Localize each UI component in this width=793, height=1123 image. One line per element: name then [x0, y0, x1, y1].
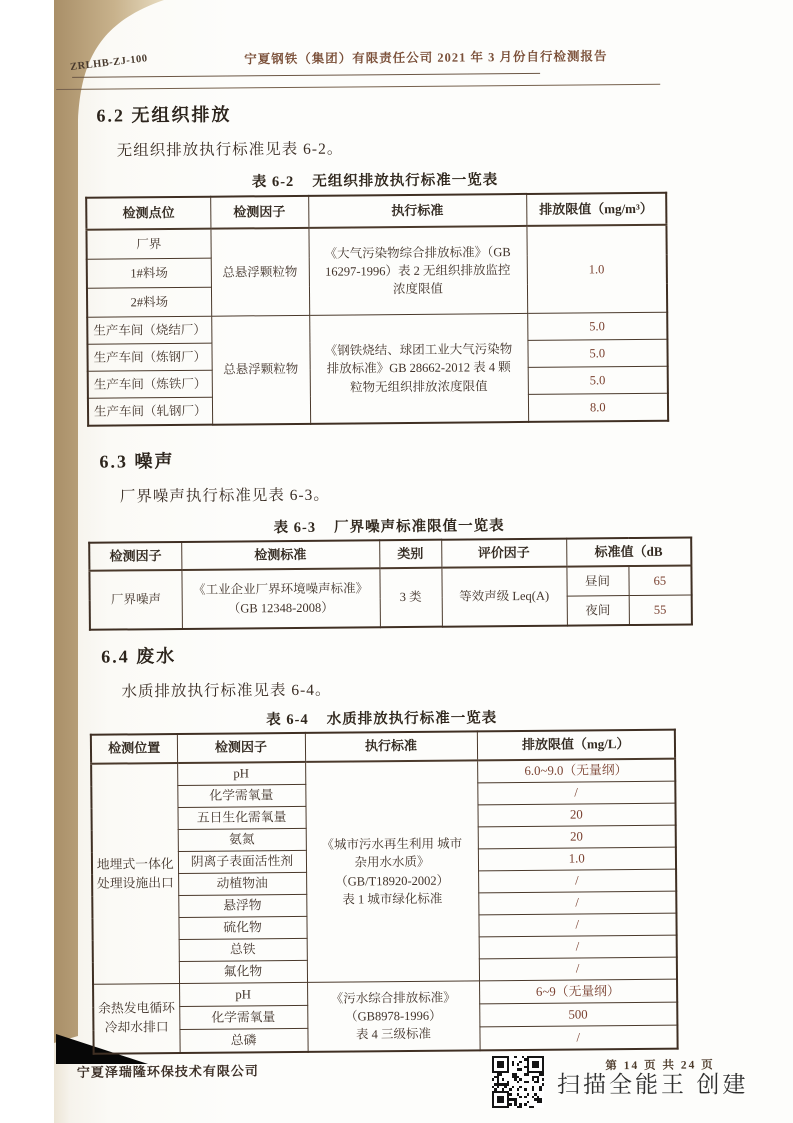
watermark-label: 扫描全能王 创建	[557, 1070, 749, 1097]
caption-title: 无组织排放执行标准一览表	[312, 172, 499, 190]
cell-factor: 厂界噪声	[89, 570, 182, 630]
caption-title: 厂界噪声标准限值一览表	[333, 518, 505, 536]
table-6-4	[90, 729, 679, 1055]
cell-point: 生产车间（炼铁厂）	[88, 370, 212, 398]
caption-label: 表 6-4	[266, 711, 309, 729]
cell-standard	[305, 760, 479, 982]
cell-limit: 500	[479, 1002, 677, 1027]
cell-factor: 阴离子表面活性剂	[178, 850, 306, 873]
cell-eval-factor: 等效声级 Leq(A)	[441, 567, 567, 627]
cell-factor: 化学需氧量	[177, 784, 305, 807]
column-header: 评价因子	[441, 539, 566, 568]
section-6-4-heading: 6.4 废水	[101, 646, 177, 667]
column-header: 标准值（dB	[566, 538, 691, 567]
cell-limit: 6~9（无量纲）	[479, 979, 677, 1004]
standard-line: 浓度限值	[392, 281, 444, 297]
camscanner-watermark	[492, 1056, 748, 1108]
column-header: 检测位置	[91, 734, 177, 764]
table-6-3-caption	[88, 513, 690, 539]
cell-period: 夜间	[567, 596, 629, 626]
table-row	[86, 225, 666, 260]
standard-line: 表 1 城市绿化标准	[342, 891, 443, 907]
cell-limit: /	[479, 935, 677, 959]
standard-line: 杂用水水质》	[354, 855, 430, 870]
cell-factor: 总悬浮颗粒物	[211, 315, 310, 424]
table-header-row	[86, 193, 666, 230]
column-header: 类别	[379, 540, 441, 569]
location-line: 地埋式一体化	[96, 856, 174, 872]
cell-factor: 氟化物	[179, 960, 307, 983]
cell-limit: 8.0	[528, 393, 668, 422]
document-header	[51, 0, 764, 73]
caption-label: 表 6-3	[273, 519, 317, 537]
cell-factor: 硫化物	[178, 916, 306, 939]
section-6-3-intro: 厂界噪声执行标准见表 6-3。	[119, 486, 330, 506]
column-header: 排放限值（mg/L）	[477, 730, 675, 761]
cell-limit: /	[478, 869, 676, 893]
cell-limit: 20	[477, 803, 675, 827]
qr-code-icon	[492, 1056, 544, 1108]
standard-line: 《大气污染物综合排放标准》（GB	[324, 244, 511, 261]
cell-limit: 1.0	[526, 225, 667, 314]
cell-limit: /	[479, 1025, 677, 1050]
cell-limit: 65	[628, 566, 691, 596]
table-6-4-caption	[90, 705, 674, 731]
column-header: 检测因子	[210, 196, 308, 229]
cell-factor: 化学需氧量	[179, 1005, 307, 1029]
page-content	[51, 0, 772, 1081]
cell-factor: 氨氮	[178, 828, 306, 851]
cell-factor: 总铁	[179, 938, 307, 961]
column-header: 排放限值（mg/m³）	[526, 193, 666, 226]
cell-standard	[308, 226, 527, 315]
cell-standard	[309, 313, 528, 423]
cell-factor: 悬浮物	[178, 894, 306, 917]
cell-standard	[181, 568, 380, 629]
column-header: 检测标准	[181, 540, 379, 570]
column-header: 检测因子	[177, 733, 305, 763]
doc-code: ZRLHB-ZJ-100	[69, 53, 149, 73]
cell-limit: /	[478, 913, 676, 937]
cell-point: 厂界	[86, 229, 210, 260]
cell-standard	[307, 981, 480, 1052]
footer-company: 宁夏泽瑞隆环保技术有限公司	[76, 1063, 259, 1080]
cell-limit: 55	[629, 595, 692, 625]
report-header-title: 宁夏钢铁（集团）有限责任公司 2021 年 3 月份自行检测报告	[244, 49, 608, 67]
cell-factor: pH	[177, 762, 305, 786]
standard-line: （GB8978-1996）	[345, 1008, 442, 1024]
column-header: 检测因子	[89, 542, 181, 571]
cell-location	[93, 983, 180, 1053]
cell-limit: 5.0	[527, 312, 667, 340]
cell-limit: 5.0	[528, 366, 668, 394]
location-line: 处理设施出口	[96, 875, 174, 891]
cell-factor: 五日生化需氧量	[178, 806, 306, 829]
standard-line: 表 4 三级标准	[355, 1026, 432, 1042]
cell-limit: 1.0	[478, 847, 676, 871]
cell-location	[91, 763, 179, 984]
standard-line: （GB 12348-2008）	[227, 600, 334, 616]
section-6-2-intro: 无组织排放执行标准见表 6-2。	[116, 140, 344, 160]
cell-point: 生产车间（烧结厂）	[87, 316, 211, 344]
location-line: 冷却水排口	[104, 1020, 169, 1035]
column-header: 执行标准	[305, 731, 477, 761]
cell-limit: /	[478, 891, 676, 915]
standard-line: 《工业企业厂界环境噪声标准》	[193, 581, 369, 598]
cell-limit: /	[477, 781, 675, 805]
column-header: 执行标准	[308, 194, 526, 228]
caption-label: 表 6-2	[251, 173, 295, 191]
table-6-2	[85, 192, 669, 427]
standard-line: 排放标准》GB 28662-2012 表 4 颗	[326, 360, 511, 377]
standard-line: 粒物无组织排放浓度限值	[350, 378, 488, 395]
cell-period: 昼间	[566, 566, 628, 596]
cell-point: 生产车间（轧钢厂）	[88, 397, 212, 426]
standard-line: 《城市污水再生利用 城市	[321, 836, 463, 852]
standard-line: （GB/T18920-2002）	[335, 873, 450, 889]
cell-point: 生产车间（炼钢厂）	[87, 343, 211, 371]
cell-factor: pH	[179, 982, 307, 1006]
section-6-2-heading: 6.2 无组织排放	[96, 104, 232, 126]
standard-line: 《钢铁烧结、球团工业大气污染物	[324, 342, 513, 359]
cell-category: 3 类	[379, 568, 442, 628]
location-line: 余热发电循环	[98, 1001, 175, 1017]
cell-point: 2#料场	[87, 287, 211, 317]
footer-page-number: 第 14 页 共 24 页	[605, 1059, 715, 1073]
standard-line: 16297-1996）表 2 无组织排放监控	[325, 263, 511, 279]
cell-factor: 动植物油	[178, 872, 306, 895]
cell-limit: 5.0	[527, 339, 667, 367]
cell-factor: 总磷	[179, 1028, 307, 1053]
caption-title: 水质排放执行标准一览表	[326, 710, 498, 728]
cell-factor: 总悬浮颗粒物	[210, 228, 309, 316]
cell-limit: 20	[478, 825, 676, 849]
table-6-3	[88, 537, 693, 631]
cell-point: 1#料场	[87, 258, 211, 288]
column-header: 检测点位	[86, 197, 210, 230]
section-6-3-heading: 6.3 噪声	[99, 451, 175, 472]
cell-limit: 6.0~9.0（无量纲）	[477, 759, 675, 783]
header-rule-2	[56, 84, 660, 90]
cell-limit: /	[479, 957, 677, 981]
header-rule-1	[72, 73, 540, 78]
standard-line: 《污水综合排放标准》	[330, 990, 456, 1006]
section-6-4-intro: 水质排放执行标准见表 6-4。	[121, 681, 332, 701]
table-6-2-caption	[85, 167, 665, 193]
